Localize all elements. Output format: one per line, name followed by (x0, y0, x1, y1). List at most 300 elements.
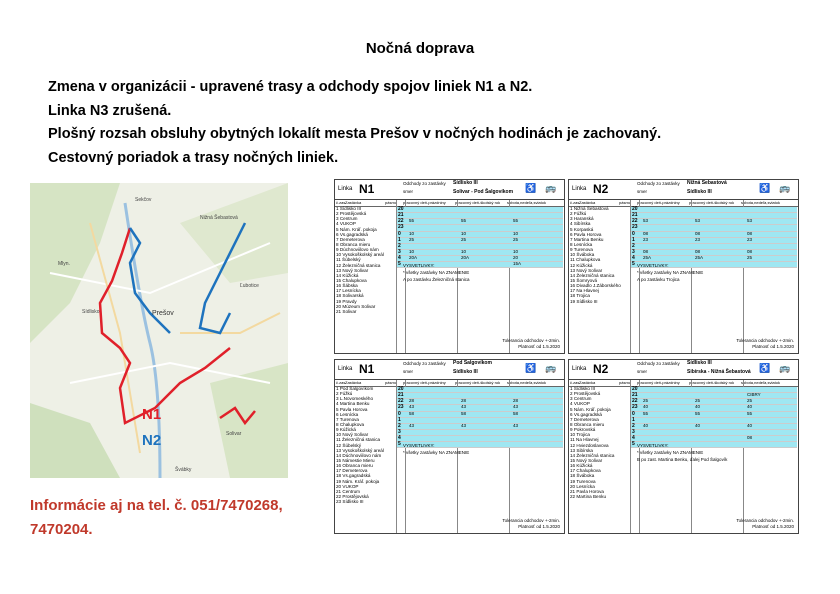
linka-label: Linka (572, 366, 587, 372)
stop-name: Železničná stanica (576, 272, 615, 278)
footer-line: Tolerancia odchodov +-2min. (502, 338, 560, 343)
stop-number: 5 (570, 226, 574, 232)
notice-line: Plošný rozsah obsluhy obytných lokalít mesta Prešov v nočných hodinách je zachovaný. (48, 126, 662, 142)
notice-line: Linka N3 zrušená. (48, 102, 172, 119)
stop-list (569, 207, 630, 305)
departure-minute: 40 (695, 422, 701, 428)
stop-number: 10 (570, 252, 577, 258)
departure-minute: 55 (643, 410, 649, 416)
departure-minute: 10 (409, 230, 415, 236)
stop-name: Nižná Šebastová (573, 206, 609, 211)
column-label: č.zas. (570, 380, 581, 385)
departure-minute: 20A (409, 255, 418, 261)
stop-number: 15 (336, 277, 343, 283)
contact-info (30, 494, 283, 542)
stop-number: 14 (336, 272, 343, 278)
stop-number: 4 (570, 401, 574, 407)
direction-label: smer (403, 369, 413, 374)
departure-minute: 43 (513, 422, 519, 428)
stop-number: 2 (336, 211, 340, 217)
explanations (637, 262, 703, 283)
hour-label: 22 (632, 218, 638, 225)
column-header (335, 200, 564, 207)
stop-number: 2 (570, 391, 574, 397)
route-n2-label: N2 (142, 432, 162, 449)
hour-label: 5 (632, 261, 635, 268)
page-title: Nočná doprava (365, 40, 475, 57)
timetable-n2-panel (568, 179, 799, 354)
stop-name: Martina Benku (339, 401, 370, 407)
departure-minute: 25 (695, 398, 701, 404)
departure-minute: 23 (695, 236, 701, 242)
direction-value: Solivar - Pod Šalgovíkom (453, 189, 514, 195)
stop-number: 20 (336, 483, 343, 489)
stop-number: 6 (336, 411, 340, 417)
stop-number: 19 (570, 478, 577, 484)
column-label: Zastávka (579, 380, 596, 385)
stop-number: 12 (570, 442, 577, 448)
departure-minute: 55 (461, 218, 467, 224)
stop-number: 8 (336, 241, 340, 247)
stop-name: Sibírska (576, 447, 593, 453)
stop-number: 13 (336, 267, 343, 273)
timetable-n1-panel (334, 359, 565, 534)
stop-name: Obranca mieru (339, 241, 371, 247)
stop-name: Dúchnoviilovo nám (339, 247, 379, 253)
stop-name: Turenova (576, 478, 596, 484)
wheelchair-icon: ♿ (759, 363, 771, 373)
stop-number: 5 (336, 226, 340, 232)
footer-line: Platnosť od 1.5.2020 (752, 524, 794, 529)
departure-minute: 10 (513, 230, 519, 236)
column-label: pásmo (385, 200, 398, 205)
stop-number: 14 (570, 272, 577, 278)
departure-grid (631, 207, 797, 268)
note-line: * všetky zastávky NA ZNAMENIE (637, 450, 704, 455)
stop-number: 18 (336, 473, 343, 479)
linka-label: Linka (338, 186, 353, 192)
column-label: pracovný deň-prázdniny (403, 200, 446, 205)
departure-grid (397, 387, 563, 448)
stop-number: 11 (570, 437, 577, 443)
departures-label: Odchody zo zastávky (637, 361, 680, 366)
column-label: Zastávka (345, 200, 362, 205)
stop-number: 16 (570, 283, 577, 289)
stop-item (569, 495, 630, 500)
stop-item (569, 300, 630, 305)
stop-number: 6 (570, 411, 574, 417)
departure-minute: 08 (643, 248, 649, 254)
direction-label: smer (403, 189, 413, 194)
stop-name: Solivar (342, 308, 357, 314)
stop-name: Lesnícka (573, 241, 593, 247)
stop-name: Na Hlavnej (576, 437, 599, 443)
stop-name: Prostějovská (339, 211, 367, 217)
stop-name: Nový Solivar (342, 267, 369, 273)
stop-number: 8 (570, 421, 574, 427)
departure-minute: 58 (513, 410, 519, 416)
hour-label: 4 (398, 255, 401, 262)
stop-name: Obranca mieru (573, 421, 605, 427)
hour-label: 0 (398, 410, 401, 417)
stop-number: 16 (336, 463, 343, 469)
note-line: A po zastávku Železničná stanica (403, 277, 470, 282)
note-line: VYSVETLIVKY: (403, 443, 435, 448)
hour-label: 0 (632, 230, 635, 237)
direction-label: smer (637, 189, 647, 194)
stop-number: 1 (570, 386, 574, 391)
departure-stop: Sídlisko III (687, 360, 712, 366)
stop-name: Lesnícka (339, 411, 359, 417)
departure-minute: 28 (409, 398, 415, 404)
stop-number: 10 (336, 432, 343, 438)
stop-name: Centrum (339, 216, 358, 222)
stop-name: Kúžická (576, 262, 593, 268)
stop-name: Na Hlavnej (576, 288, 599, 294)
stop-name: Nám. Kráľ. pokoja (339, 226, 377, 232)
stop-number: 4 (570, 221, 574, 227)
stop-name: Vs.gagradská (342, 473, 371, 479)
place-label: Nižná Šebastová (200, 215, 238, 221)
explanations (637, 442, 727, 463)
stop-number: 2 (336, 391, 340, 397)
route-map (30, 183, 288, 478)
hour-label: 2 (398, 422, 401, 429)
departure-minute: 25A (695, 255, 704, 261)
hour-label: 5 (632, 441, 635, 448)
footer-line: Platnosť od 1.5.2020 (752, 344, 794, 349)
stop-name: Centrum (573, 396, 592, 402)
stop-number: 4 (336, 401, 340, 407)
hour-label: 5 (398, 261, 401, 268)
stop-number: 13 (336, 447, 343, 453)
notice-line: Zmena v organizácii - upravené trasy a odchody spojov liniek N1 a N2. (48, 79, 533, 95)
hour-label: 4 (632, 435, 635, 442)
stop-number: 12 (570, 262, 577, 268)
note-line: * všetky zastávky NA ZNAMENIE (403, 450, 470, 455)
departure-minute: 43 (513, 404, 519, 410)
note-line: VYSVETLIVKY: (637, 263, 669, 268)
stop-number: 9 (336, 247, 340, 253)
column-label: Zastávka (579, 200, 596, 205)
departure-minute: 10 (461, 230, 467, 236)
departure-minute: 53 (695, 218, 701, 224)
column-label: pásmo (619, 380, 632, 385)
departure-minute: 08 (747, 230, 753, 236)
note-line: VYSVETLIVKY: (637, 443, 669, 448)
stop-number: 1 (336, 206, 340, 211)
hour-label: 3 (398, 248, 401, 255)
stop-item (335, 500, 396, 505)
departure-minute: 53 (747, 218, 753, 224)
departure-minute: 40 (643, 422, 649, 428)
direction-value: Sídlisko III (453, 369, 478, 375)
stop-name: Lesnícka (342, 288, 361, 294)
stop-number: 7 (570, 236, 574, 242)
place-label: Sídlisko (82, 309, 100, 315)
column-label: pracovný deň-prázdniny (403, 380, 446, 385)
departure-minute: 25 (461, 236, 467, 242)
stop-name: Pokrovská (573, 427, 596, 433)
line-number: N1 (359, 362, 375, 376)
place-label: Ľubotice (240, 283, 259, 289)
stop-number: 12 (336, 262, 343, 268)
stop-number: 1 (570, 206, 574, 211)
notice-text (48, 76, 661, 170)
departure-minute: CIBRY (747, 392, 761, 398)
column-label: pracovný deň-prázdniny (637, 200, 680, 205)
hour-label: 2 (398, 242, 401, 249)
stop-name: Nám. Kráľ. pokoja (573, 406, 611, 412)
footer-line: Tolerancia odchodov +-2min. (502, 518, 560, 523)
column-label: pásmo (619, 200, 632, 205)
stop-name: Sibírska (573, 221, 591, 227)
note-line: VYSVETLIVKY: (403, 263, 435, 268)
stop-number: 4 (336, 221, 340, 227)
direction-value: Sibírska - Nižná Šebastová (687, 369, 751, 375)
stop-number: 20 (570, 483, 577, 489)
info-line: 7470204. (30, 521, 93, 538)
stop-name: Korpaská (573, 226, 594, 232)
stop-name: Šúbelský (342, 257, 361, 263)
departure-minute: 15A (513, 261, 522, 267)
timetable-header (335, 180, 564, 200)
stop-name: Fúžkú (573, 211, 587, 217)
stop-name: Hviezdoslavova (576, 442, 609, 448)
validity-info (502, 338, 560, 350)
departure-minute: 55 (695, 410, 701, 416)
stop-number: 13 (570, 267, 577, 273)
stop-number: 7 (336, 416, 340, 422)
bus-icon: 🚌 (545, 183, 557, 193)
stop-name: Vysokoškolský areál (342, 252, 384, 258)
stop-name: Dúchnoviilovo nám (342, 452, 382, 458)
stop-number: 21 (336, 308, 343, 314)
stop-name: Pavla Horova (576, 488, 604, 494)
column-label: sobota,nedeľa,sviatok (741, 380, 780, 385)
stop-list (335, 387, 396, 505)
departure-minute: 20A (461, 255, 470, 261)
hour-label: 22 (398, 398, 404, 405)
stop-number: 11 (570, 257, 577, 263)
departure-minute: 25 (747, 255, 753, 261)
line-number: N2 (593, 182, 609, 196)
bus-icon: 🚌 (779, 183, 791, 193)
departure-stop: Sídlisko III (453, 180, 478, 186)
hour-label: 20 (632, 386, 638, 392)
stop-name: Pavla Horova (573, 231, 602, 237)
timetable-header (335, 360, 564, 380)
stop-number: 8 (570, 241, 574, 247)
stop-number: 6 (570, 231, 574, 237)
stop-name: Železničná stanica (576, 452, 615, 458)
stop-number: 3 (336, 216, 340, 222)
hour-label: 21 (632, 212, 638, 219)
departure-minute: 10 (461, 248, 467, 254)
departure-minute: 20 (513, 255, 519, 261)
stop-number: 15 (570, 277, 577, 283)
column-label: sobota,nedeľa,sviatok (507, 200, 546, 205)
stop-number: 18 (336, 293, 343, 299)
route-n1-label: N1 (142, 406, 162, 423)
stop-item (335, 310, 396, 315)
stop-number: 3 (570, 216, 574, 222)
stop-name: Šábska (342, 283, 358, 289)
stop-name: Martina Benku (576, 493, 607, 499)
stop-number: 6 (336, 231, 340, 237)
departure-minute: 58 (409, 410, 415, 416)
explanations (403, 442, 469, 456)
stop-number: 3 (570, 396, 574, 402)
departure-minute: 10 (409, 248, 415, 254)
validity-info (736, 518, 794, 530)
stop-name: Sídlisko III (573, 386, 596, 391)
stop-number: 5 (570, 406, 574, 412)
departure-minute: 08 (747, 248, 753, 254)
column-label: Zastávka (345, 380, 362, 385)
timetable-n2-panel (568, 359, 799, 534)
departure-minute: 40 (695, 404, 701, 410)
place-label: Prešov (152, 310, 174, 317)
stop-name: Sídlisko III (342, 499, 364, 505)
stop-number: 10 (570, 432, 577, 438)
linka-label: Linka (338, 366, 353, 372)
stop-name: Turenova (573, 247, 593, 253)
stop-name: Vs.gagradská (339, 231, 368, 237)
bus-icon: 🚌 (545, 363, 557, 373)
stop-number: 18 (570, 473, 577, 479)
departure-grid (631, 387, 797, 448)
stop-name: Pavla Horova (339, 406, 368, 412)
footer-line: Tolerancia odchodov +-2min. (736, 518, 794, 523)
hour-label: 21 (632, 392, 638, 399)
stop-list (569, 387, 630, 500)
line-number: N2 (593, 362, 609, 376)
stop-name: Demeterova (342, 468, 368, 474)
bus-icon: 🚌 (779, 363, 791, 373)
departure-minute: 40 (747, 404, 753, 410)
line-number: N1 (359, 182, 375, 196)
stop-number: 14 (570, 452, 577, 458)
departure-minute: 28 (461, 398, 467, 404)
stop-name: Šváboka (576, 473, 595, 479)
stop-number: 22 (336, 493, 343, 499)
departure-minute: 43 (461, 404, 467, 410)
stop-number: 15 (570, 457, 577, 463)
stop-name: Obranca mieru (342, 463, 373, 469)
stop-name: Haranská (573, 216, 594, 222)
departure-minute: 25A (643, 255, 652, 261)
stop-name: Centrum (342, 488, 361, 494)
notice-line: Cestovný poriadok a trasy nočných liniek. (48, 149, 339, 166)
wheelchair-icon: ♿ (525, 183, 537, 193)
hour-label: 1 (398, 416, 401, 423)
stop-name: Solivarská (342, 293, 364, 299)
hour-label: 0 (632, 410, 635, 417)
stop-number: 19 (570, 298, 577, 304)
info-line: Informácie aj na tel. č. 051/7470268, (30, 497, 283, 514)
hour-label: 20 (398, 386, 404, 392)
timetable-header (569, 360, 798, 380)
stop-name: Pravdy (342, 298, 357, 304)
departure-minute: 10 (513, 248, 519, 254)
departure-minute: 55 (513, 218, 519, 224)
hour-label: 21 (398, 392, 404, 399)
stop-name: VUKOP (339, 221, 356, 227)
hour-label: 22 (398, 218, 404, 225)
stop-name: Fúžkú (339, 391, 353, 397)
departures-label: Odchody zo zastávky (403, 181, 446, 186)
note-line: A po zastávku Trojica (637, 277, 680, 282)
stop-number: 21 (570, 488, 577, 494)
stop-number: 15 (336, 457, 343, 463)
note-line: * všetky zastávky NA ZNAMENIE (403, 270, 470, 275)
stop-name: Nám. Kráľ. pokoja (342, 478, 380, 484)
direction-label: smer (637, 369, 647, 374)
hour-label: 23 (632, 224, 638, 231)
stop-number: 12 (336, 442, 343, 448)
departure-stop: Nižná Šebastová (687, 180, 727, 186)
place-label: Švábky (175, 467, 192, 473)
stop-number: 11 (336, 437, 343, 443)
stop-name: Chalupkova (576, 468, 601, 474)
stop-name: Železničná stanica (342, 437, 381, 443)
departure-minute: 53 (643, 218, 649, 224)
stop-name: Nový Solivar (342, 432, 369, 438)
column-header (569, 380, 798, 387)
departure-minute: 40 (643, 404, 649, 410)
stop-name: Šváboka (576, 252, 595, 258)
stop-name: Chalupkova (339, 421, 365, 427)
column-label: pracovný deň-prázdniny (637, 380, 680, 385)
hour-label: 1 (632, 416, 635, 423)
stop-number: 10 (336, 252, 343, 258)
footer-line: Tolerancia odchodov +-2min. (736, 338, 794, 343)
column-label: sobota,nedeľa,sviatok (741, 200, 780, 205)
hour-label: 5 (398, 441, 401, 448)
departure-minute: 08 (643, 230, 649, 236)
departure-minute: 23 (747, 236, 753, 242)
stop-number: 1 (336, 386, 340, 391)
departure-minute: 25 (513, 236, 519, 242)
stop-name: Kúžická (339, 427, 356, 433)
wheelchair-icon: ♿ (525, 363, 537, 373)
stop-name: VUKOP (573, 401, 590, 407)
place-label: Mlyn. (58, 261, 70, 267)
stop-number: 5 (336, 406, 340, 412)
departure-minute: 08 (695, 248, 701, 254)
hour-label: 2 (632, 242, 635, 249)
departures-label: Odchody zo zastávky (403, 361, 446, 366)
column-label: pracovný deň-školský rok (455, 200, 501, 205)
stop-number: 8 (336, 421, 340, 427)
column-label: č.zas. (570, 200, 581, 205)
stop-name: Trojica (576, 432, 590, 438)
stop-name: Železničná stanica (342, 262, 381, 268)
hour-label: 3 (632, 248, 635, 255)
departure-minute: 43 (461, 422, 467, 428)
hour-label: 1 (398, 236, 401, 243)
explanations (403, 262, 470, 283)
departure-minute: 55 (747, 410, 753, 416)
stop-name: Demeterova (573, 416, 599, 422)
stop-name: Demeterova (339, 236, 365, 242)
column-label: č.zas. (336, 380, 347, 385)
stop-number: 22 (570, 493, 577, 499)
stop-name: Kúžická (342, 272, 359, 278)
stop-number: 7 (336, 236, 340, 242)
place-label: Solivar (226, 431, 242, 437)
